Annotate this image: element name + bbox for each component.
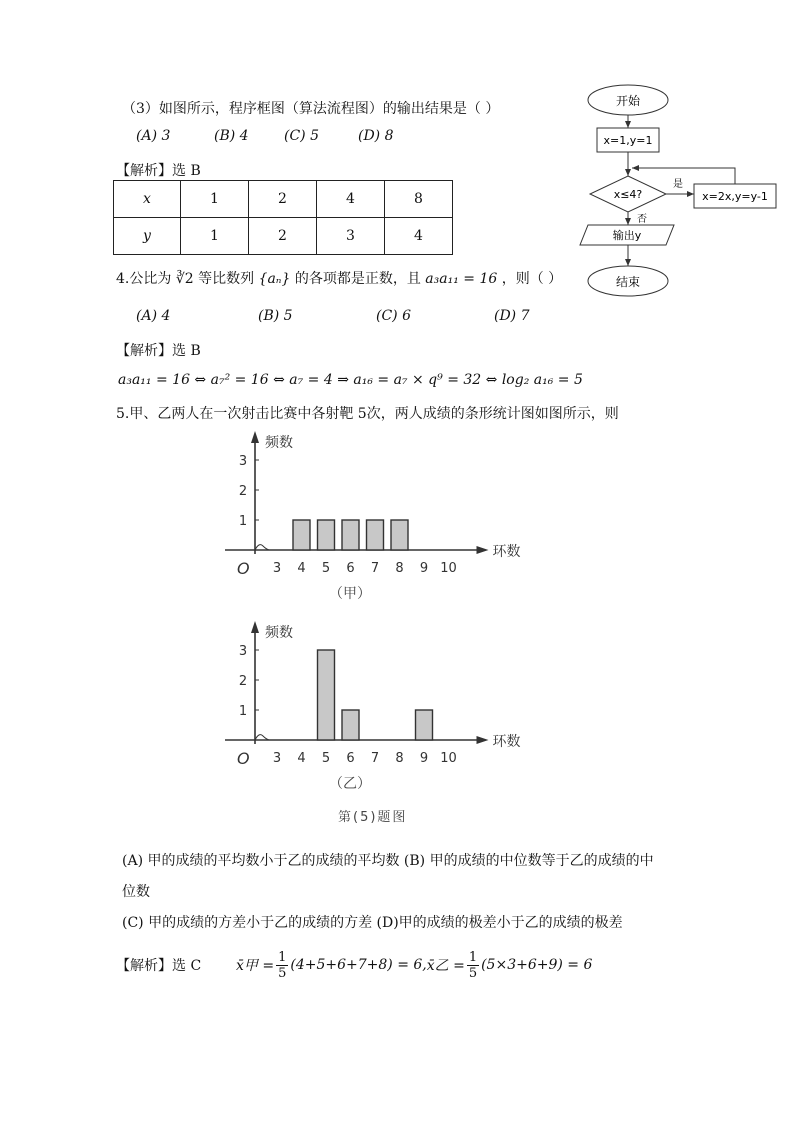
- flow-update-label: x=2x,y=y-1: [702, 190, 768, 203]
- chart-y-tick: 2: [238, 674, 248, 689]
- q4-analysis: 【解析】选 B: [116, 343, 201, 359]
- chart-x-tick: 6: [346, 561, 355, 576]
- q4-stem-c: 的各项都是正数，且: [294, 271, 421, 287]
- fraction-numerator: 1: [468, 949, 478, 965]
- q4-root: ∛2: [175, 271, 194, 287]
- chart-xlabel: 环数: [492, 734, 521, 750]
- table-cell: 3: [317, 218, 385, 255]
- chart-bar: [318, 520, 335, 550]
- table-cell: 1: [181, 218, 249, 255]
- q5-option-a: (A) 甲的成绩的平均数小于乙的成绩的平均数 (B) 甲的成绩的中位数等于乙的成绩的中: [122, 853, 654, 869]
- q4-seq: {aₙ}: [258, 271, 291, 287]
- chart-bar: [342, 520, 359, 550]
- table-row: [114, 218, 453, 255]
- chart-xlabel: 环数: [492, 544, 521, 560]
- figure-caption: 第(5)题图: [338, 810, 408, 825]
- chart-x-tick: 5: [321, 561, 331, 576]
- flow-init-label: x=1,y=1: [603, 134, 653, 147]
- chart-x-tick: 8: [395, 561, 404, 576]
- fraction-denominator: 5: [278, 965, 287, 981]
- table-cell: y: [114, 218, 181, 255]
- chart-title: （甲）: [329, 586, 371, 602]
- q4-option-a: (A) 4: [136, 308, 171, 324]
- chart-ylabel: 频数: [265, 625, 293, 641]
- flow-start-label: 开始: [615, 94, 641, 108]
- chart-x-tick: 9: [419, 561, 429, 576]
- q4-stem-b: 等比数列: [198, 271, 255, 287]
- chart-y-tick: 3: [238, 644, 248, 659]
- q5-formula-a2: (4+5+6+7+8) = 6,: [290, 957, 427, 973]
- q4-formula: a₃a₁₁ = 16 ⇔ a₇² = 16 ⇔ a₇ = 4 ⇒ a₁₆ = a₇ × q⁹ = 32 ⇔ log₂ a₁₆ = 5: [118, 372, 583, 388]
- flow-end-label: 结束: [615, 275, 641, 289]
- q4-stem-a: 4.公比为: [116, 271, 172, 287]
- chart-x-tick: 5: [321, 751, 331, 766]
- q4-option-c: (C) 6: [376, 308, 411, 324]
- chart-y-tick: 2: [238, 484, 248, 499]
- chart-x-tick: 6: [346, 751, 355, 766]
- chart-ylabel: 频数: [265, 435, 293, 451]
- table-cell: x: [114, 181, 181, 218]
- chart-x-tick: 10: [440, 751, 457, 766]
- chart-jia: [215, 425, 545, 615]
- chart-x-tick: 8: [395, 751, 404, 766]
- flowchart: [570, 80, 790, 305]
- q3-stem: （3）如图所示，程序框图（算法流程图）的输出结果是（ ）: [122, 101, 500, 117]
- flow-condition-label: x≤4?: [613, 188, 643, 201]
- table-cell: 4: [385, 218, 453, 255]
- chart-y-tick: 3: [238, 454, 248, 469]
- chart-x-tick: 7: [370, 561, 380, 576]
- flow-no-label: 否: [637, 214, 647, 225]
- table-cell: 2: [249, 181, 317, 218]
- chart-y-tick: 1: [238, 514, 248, 529]
- q3-analysis: 【解析】选 B: [116, 163, 201, 179]
- fraction: [276, 950, 288, 981]
- chart-bar: [293, 520, 310, 550]
- chart-y-tick: 1: [238, 704, 248, 719]
- q5-option-a-cont: 位数: [122, 884, 150, 900]
- chart-bar: [391, 520, 408, 550]
- q5-formula-b: x̄乙 =: [426, 958, 465, 974]
- chart-x-tick: 4: [297, 561, 306, 576]
- q3-option-b: (B) 4: [214, 128, 249, 144]
- q5-option-c: (C) 甲的成绩的方差小于乙的成绩的方差 (D)甲的成绩的极差小于乙的成绩的极差: [122, 915, 623, 931]
- chart-x-tick: 10: [440, 561, 457, 576]
- q5-analysis: 【解析】选 C: [116, 958, 202, 974]
- table-cell: 1: [181, 181, 249, 218]
- chart-origin-label: O: [237, 749, 250, 768]
- q3-option-d: (D) 8: [358, 128, 394, 144]
- chart-x-tick: 9: [419, 751, 429, 766]
- chart-x-tick: 7: [370, 751, 380, 766]
- flow-yes-label: 是: [673, 179, 683, 190]
- q5-formula-a: x̄甲 =: [236, 958, 275, 974]
- fraction-denominator: 5: [468, 965, 478, 981]
- fraction-numerator: 1: [278, 949, 287, 965]
- chart-x-tick: 4: [297, 751, 306, 766]
- q4-stem-d: ，则（ ）: [501, 271, 563, 287]
- flow-output-label: 输出y: [612, 229, 642, 242]
- chart-origin-label: O: [237, 559, 250, 578]
- q3-option-c: (C) 5: [284, 128, 319, 144]
- q4-cond: a₃a₁₁ = 16: [425, 271, 498, 287]
- chart-bar: [342, 710, 359, 740]
- q5-formula-b2: (5×3+6+9) = 6: [481, 957, 593, 973]
- q4-option-d: (D) 7: [494, 308, 530, 324]
- q3-option-a: (A) 3: [136, 128, 171, 144]
- chart-x-tick: 3: [272, 751, 282, 766]
- chart-bar: [416, 710, 433, 740]
- chart-yi: [215, 615, 545, 800]
- table-cell: 2: [249, 218, 317, 255]
- q4-option-b: (B) 5: [258, 308, 293, 324]
- q5-stem: 5.甲、乙两人在一次射击比赛中各射靶 5次，两人成绩的条形统计图如图所示，则: [116, 406, 619, 422]
- table-cell: 4: [317, 181, 385, 218]
- q3-table: [113, 180, 453, 255]
- chart-bar: [318, 650, 335, 740]
- fraction: [467, 950, 479, 981]
- q4-stem: [116, 268, 562, 288]
- chart-x-tick: 3: [272, 561, 282, 576]
- table-row: [114, 181, 453, 218]
- q5-formula: [236, 945, 592, 985]
- table-cell: 8: [385, 181, 453, 218]
- chart-bar: [367, 520, 384, 550]
- chart-title: （乙）: [329, 776, 371, 792]
